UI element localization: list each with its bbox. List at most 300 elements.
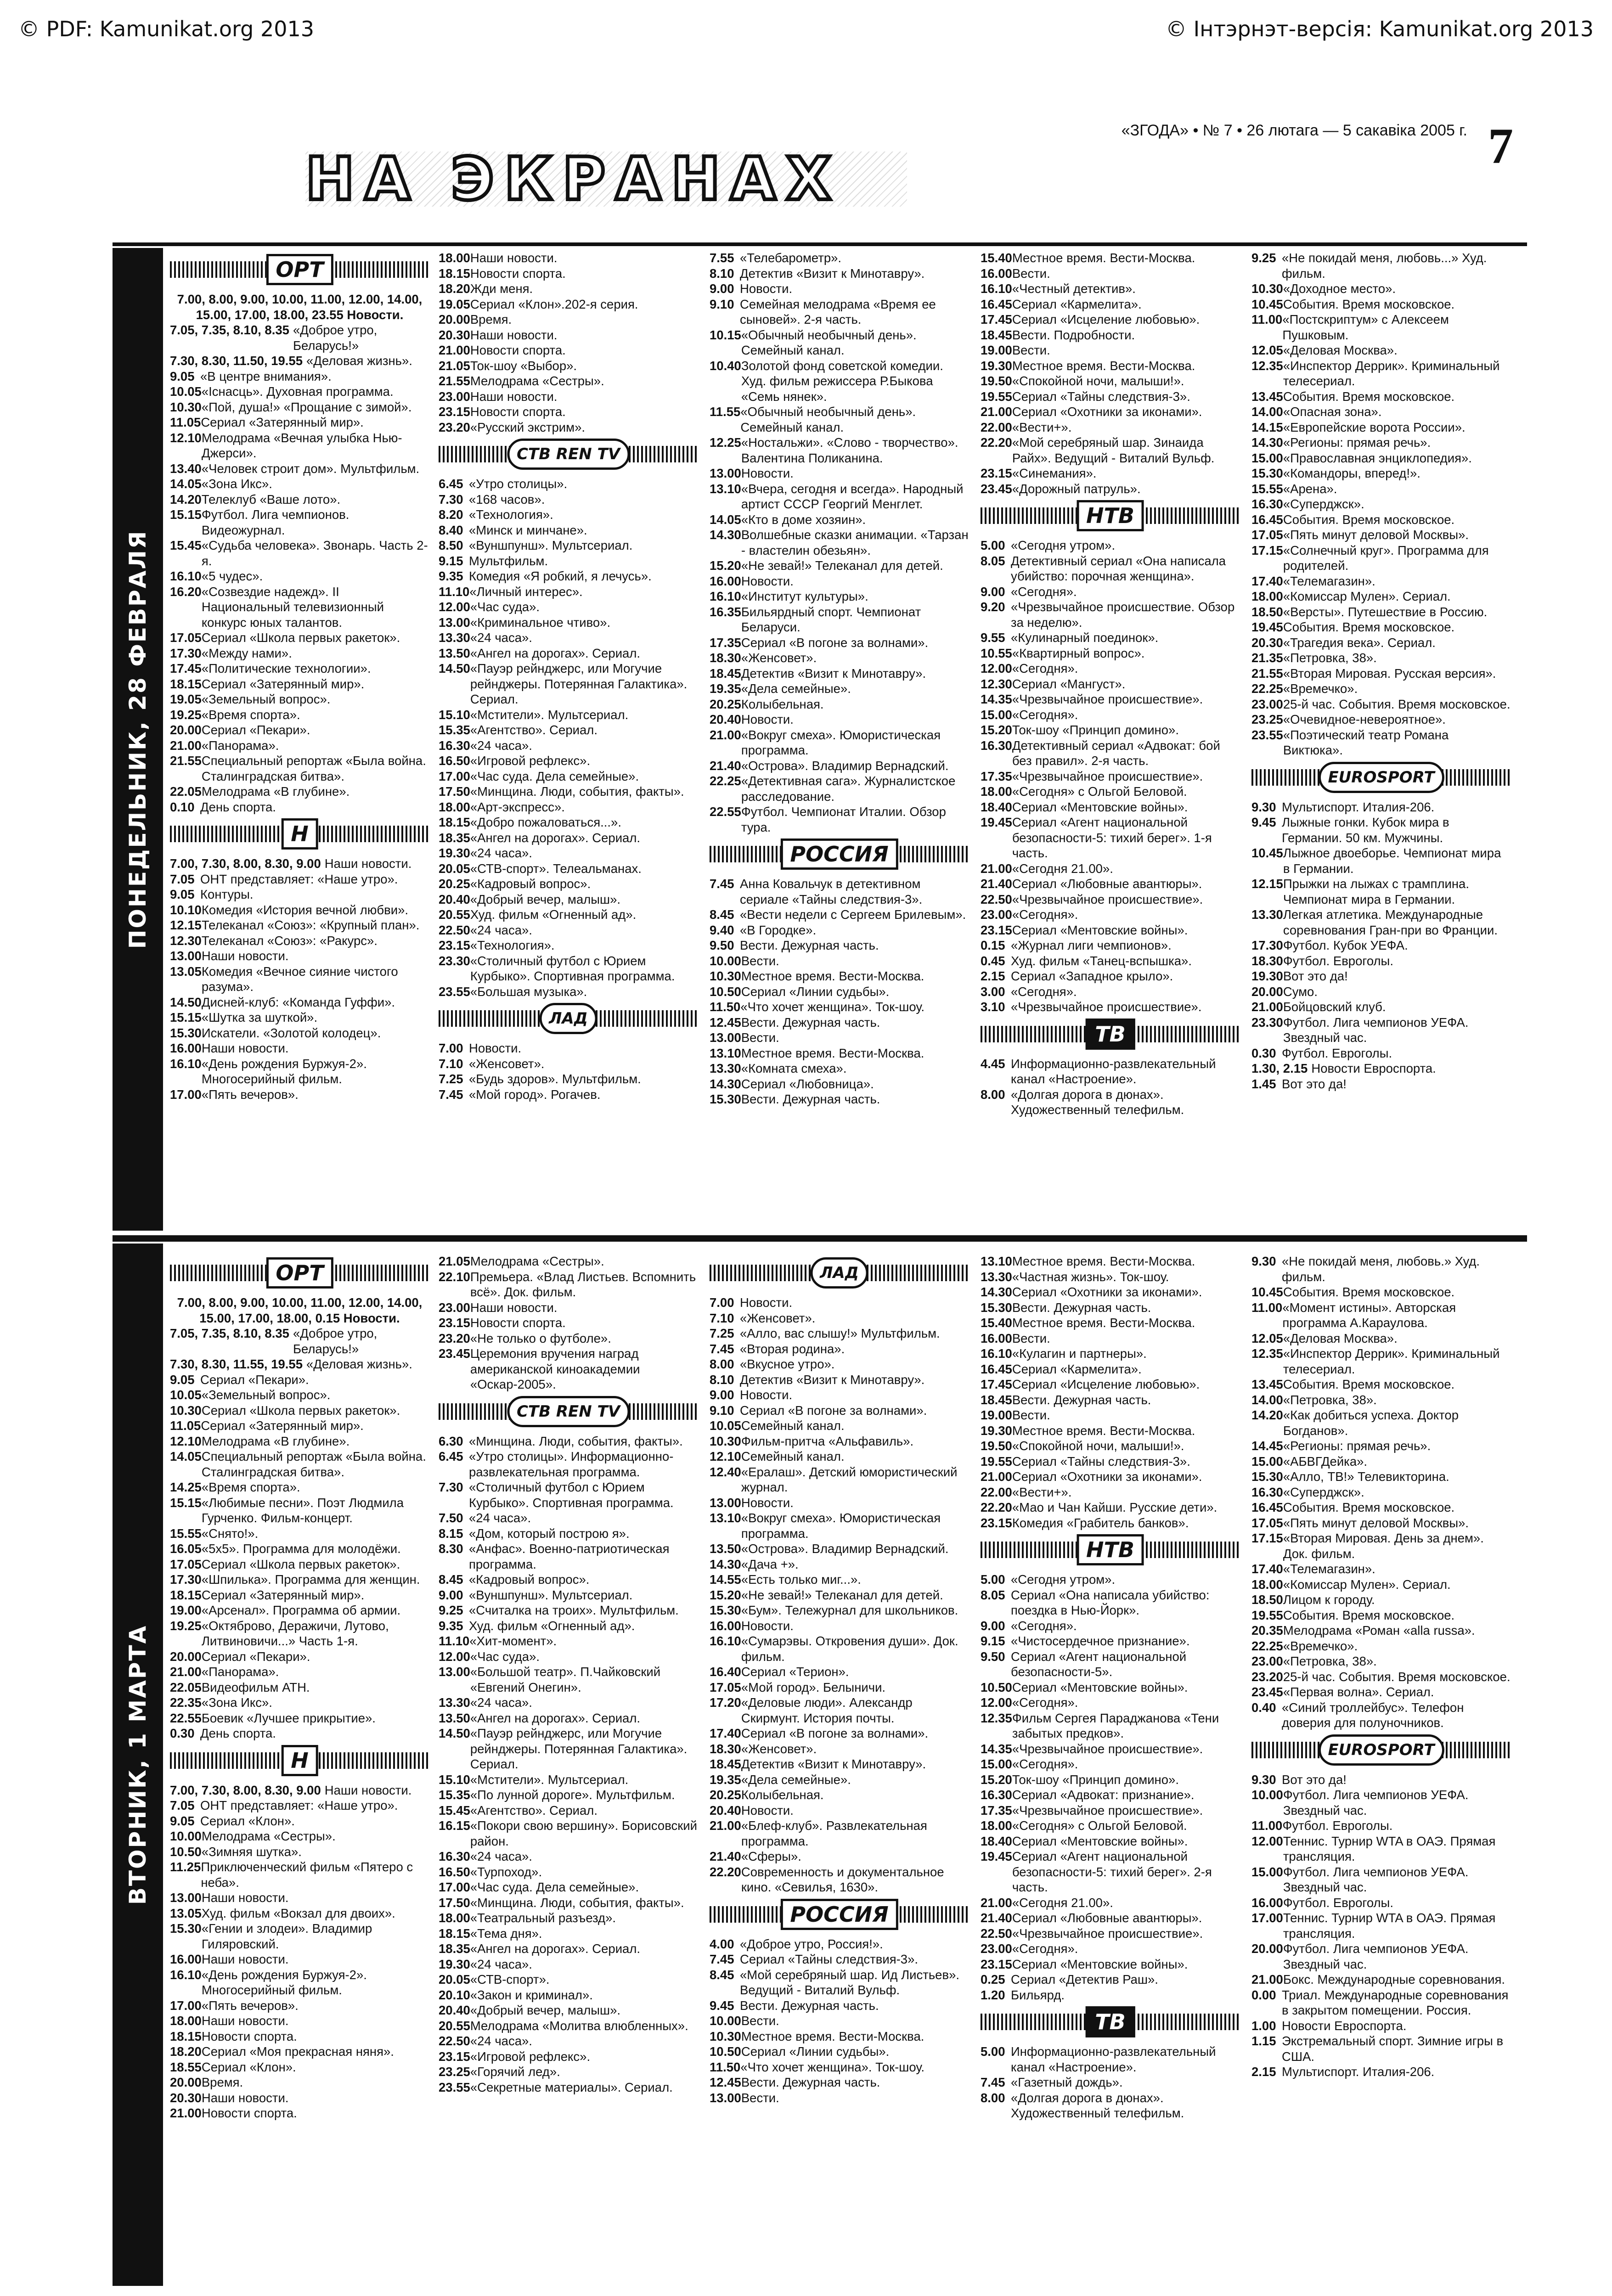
program-title: Вести. Дежурная часть. [741,2075,880,2089]
program-title: Сериал «Клон». [200,1813,295,1828]
program-listing [1251,1284,1511,1300]
program-time: 8.45 [710,1967,734,1982]
program-time: 16.45 [981,297,1012,311]
program-listing [981,1787,1240,1803]
program-listing [170,964,429,995]
program-title: Новости. [740,281,793,296]
program-time: 19.00 [981,343,1012,357]
program-time: 23.30 [439,953,470,968]
program-time: 13.00 [710,466,741,480]
program-title: Мелодрама «В глубине». [201,1434,350,1448]
program-time: 14.30 [710,1076,741,1091]
channel-logo-text: Н [281,1745,318,1776]
program-listing [170,1967,429,1998]
program-time: 19.35 [710,1772,741,1787]
program-time: 14.30 [710,528,741,542]
program-time: 16.30 [1251,497,1283,511]
program-title: Наши новости. [201,2090,289,2105]
program-listing [170,1726,429,1741]
program-time: 13.45 [1251,1377,1283,1391]
program-time: 1.15 [1251,2034,1276,2048]
program-listing [1251,845,1511,876]
program-listing [710,1387,969,1403]
program-listing [710,804,969,835]
program-listing [1251,953,1511,969]
program-time: 11.05 [170,415,201,429]
program-listing [439,876,698,892]
program-time: 19.45 [981,1849,1012,1863]
program-listing [981,1331,1240,1346]
program-time: 9.20 [981,600,1005,614]
program-title: «Версты». Путешествие в Россию. [1283,604,1488,619]
program-title: Телеклуб «Ваше лото». [201,492,341,506]
program-title: Лыжное двоеборье. Чемпионат мира в Германии. [1283,846,1501,876]
day-label-text: ВТОРНИК, 1 МАРТА [124,1624,151,1905]
program-title: Сериал «Клон». [201,2060,296,2074]
program-title: «Доброе утро, Россия!». [740,1936,883,1951]
program-title: «Минщина. Люди, события, факты». [469,1434,683,1448]
program-time: 10.30 [170,1403,202,1418]
program-listing [170,369,429,384]
program-title: Футбол. Лига чемпионов УЕФА. Звездный час. [1283,1864,1469,1894]
program-listing [981,435,1240,466]
program-time: 21.55 [170,754,202,768]
program-title: «Спокойной ночи, малыши!». [1012,1439,1184,1453]
program-title: Сериал «Тайны следствия-3». [1012,1454,1190,1469]
program-title: «День рождения Буржуя-2». Многосерийный фильм. [201,1056,367,1086]
program-listing [1251,1061,1511,1076]
section-title: НА ЭКРАНАХ [305,152,907,207]
program-title: Детективный сериал «Адвокат: бой без правил». 2-я часть. [1012,738,1220,768]
program-time: 11.50 [710,2060,741,2074]
program-listing [710,1680,969,1695]
program-time: 1.20 [981,1987,1005,2002]
program-listing [1251,1818,1511,1834]
program-listing [710,2044,969,2060]
program-time: 18.00 [981,1818,1012,1833]
program-listing [1251,1972,1511,1987]
program-listing [1251,681,1511,697]
program-title: Бильярдный спорт. Чемпионат Беларуси. [741,604,921,634]
program-title: События. Время московское. [1283,1500,1455,1514]
page-number: 7 [1488,118,1513,174]
program-time: 10.45 [1251,1285,1283,1299]
program-listing [710,1952,969,1967]
program-title: «Час суда». [470,600,540,614]
program-time: 23.45 [439,1346,470,1361]
program-listing [439,420,698,435]
program-title: Сериал «Затерянный мир». [201,676,365,691]
program-time: 19.25 [170,1618,202,1633]
program-title: Лицом к городу. [1283,1593,1375,1607]
program-time: 9.10 [710,297,734,311]
schedule-column [439,250,698,1102]
program-time: 7.50 [439,1511,463,1525]
program-listing [170,1526,429,1542]
program-time: 12.30 [170,933,202,948]
program-title: Новости спорта. [201,2106,297,2120]
program-listing [710,1572,969,1587]
program-title: «В Городке». [740,923,817,937]
channel-logo-text: ЛАД [810,1257,868,1289]
program-title: Мелодрама «Молитва влюбленных». [470,2018,688,2033]
program-time: 20.05 [439,861,470,876]
program-time: 4.45 [981,1056,1005,1071]
program-listing [439,553,698,569]
program-listing [710,1510,969,1541]
program-time: 17.45 [170,661,202,675]
program-listing [981,1392,1240,1408]
program-time: 17.30 [1251,938,1283,952]
program-time: 17.20 [710,1695,741,1710]
program-title: «Мой серебряный шар. Ид Листьев». Ведущий - Виталий Вульф. [740,1967,960,1997]
program-time: 9.05 [170,369,195,383]
program-listing [1251,1485,1511,1500]
program-time: 10.30 [710,1434,741,1448]
program-time: 16.10 [170,1967,202,1982]
program-title: Наши новости. [201,1952,289,1966]
program-title: «Криминальное чтиво». [470,615,611,630]
program-title: «Петровка, 38». [1283,651,1377,665]
program-time: 22.35 [170,1695,202,1710]
program-time: 20.40 [710,1803,741,1818]
program-time: 14.05 [710,512,741,527]
program-title: «Чистосердечное признание». [1011,1634,1190,1648]
program-time: 12.10 [710,1449,741,1463]
program-time: 3.00 [981,984,1005,999]
program-time: 20.00 [439,312,470,326]
program-title: «Время спорта». [201,1480,300,1494]
program-time: 23.45 [1251,1685,1283,1699]
program-listing [439,830,698,846]
program-listing [710,1741,969,1757]
program-title: «Минщина. Люди, события, факты». [470,1895,684,1910]
program-title: Сериал «Ментовские войны». [1012,799,1188,814]
program-listing [170,2029,429,2044]
program-title: «Женсовет». [740,1311,816,1325]
program-title: «Командоры, вперед!». [1283,466,1420,480]
program-time: 17.40 [1251,574,1283,588]
program-time: 14.35 [981,692,1012,706]
program-time: 18.50 [1251,1593,1283,1607]
program-title: Местное время. Вести-Москва. [741,969,924,983]
program-title: «Ангел на дорогах». Сериал. [470,646,641,660]
program-time: 16.00 [170,1041,202,1055]
program-title: «Созвездие надежд». II Национальный телевизионный конкурс юных талантов. [201,584,384,630]
program-listing [170,1587,429,1603]
program-listing [981,953,1240,969]
program-time: 7.10 [439,1056,463,1071]
program-title: «Деловая жизнь». [306,1357,412,1371]
program-time: 18.40 [981,1834,1012,1848]
program-listing [710,1295,969,1311]
program-time: 7.30 [439,1480,463,1494]
program-time: 18.15 [439,266,470,281]
schedule-column [710,1254,969,2105]
program-listing [710,1998,969,2014]
program-listing [439,327,698,343]
program-listing [170,1844,429,1860]
program-title: «Регионы: прямая речь». [1283,435,1431,450]
program-time: 16.30 [981,1788,1012,1802]
program-listing [710,758,969,774]
program-title: Сериал «Исцеление любовью». [1012,312,1200,326]
program-title: «Сегодня». [1012,661,1078,675]
program-listing [439,476,698,492]
program-title: Местное время. Вести-Москва. [741,1046,924,1060]
program-listing [439,507,698,523]
program-time: 16.00 [981,266,1012,281]
program-listing [439,1941,698,1957]
program-title: «Острова». Владимир Вернадский. [741,758,949,773]
program-title: Сериал «Кармелита». [1012,1362,1142,1376]
program-listing [439,938,698,953]
program-listing [981,1695,1240,1711]
program-time: 15.20 [710,558,741,573]
program-time: 20.10 [439,1987,470,2002]
program-listing [710,2013,969,2029]
program-listing [439,769,698,784]
program-listing [439,1649,698,1665]
program-time: 16.00 [1251,1895,1283,1910]
program-listing [439,2080,698,2095]
program-listing [170,707,429,723]
program-title: «Анфас». Военно-патриотическая программа. [469,1542,670,1571]
program-listing [1251,799,1511,815]
program-listing [439,738,698,754]
program-title: «Острова». Владимир Вернадский. [741,1542,949,1556]
program-title: Искатели. «Золотой колодец». [201,1025,381,1040]
program-listing [710,1464,969,1495]
program-listing [710,923,969,938]
program-listing [710,266,969,281]
program-time: 17.45 [981,1377,1012,1391]
program-listing [170,353,429,369]
program-time: 13.30 [981,1269,1012,1284]
program-time: 11.05 [170,1418,201,1433]
program-listing [710,1311,969,1326]
program-listing [710,1726,969,1741]
program-title: Комедия «История вечной любви». [201,902,409,917]
program-time: 21.00 [170,2106,202,2120]
program-title: Теннис. Турнир WTA в ОАЭ. Прямая трансляция. [1283,1834,1496,1863]
program-time: 8.00 [710,1357,734,1371]
program-time: 15.10 [439,1772,470,1787]
program-title: Новости. [741,712,794,726]
program-title: «Минск и минчане». [469,523,587,537]
program-listing [1251,404,1511,420]
program-title: «Снято!». [201,1526,259,1541]
program-listing [981,1269,1240,1285]
program-time: 15.30 [170,1921,202,1936]
program-title: «Вокруг смеха». Юмористическая программа. [741,1511,941,1541]
program-time: 13.10 [710,1511,741,1525]
program-time: 22.25 [710,774,741,788]
program-title: Сериал «Затерянный мир». [201,1418,364,1433]
program-listing [1251,527,1511,543]
program-listing [1251,1438,1511,1454]
channel-logo [170,818,429,850]
program-listing [710,1803,969,1818]
program-time: 12.35 [1251,1346,1283,1361]
program-title: Новости Евроспорта. [1311,1061,1436,1075]
program-listing [170,2090,429,2106]
program-title: Наши новости. [201,2014,289,2028]
program-time: 15.00 [1251,1454,1283,1469]
program-time: 22.00 [981,420,1012,434]
program-time: 13.00 [710,2090,741,2105]
program-title: «5х5». Программа для молодёжи. [201,1542,401,1556]
program-time: 7.25 [710,1326,734,1340]
program-title: Новости спорта. [470,266,566,281]
channel-logo [981,1534,1240,1566]
program-time: 16.00 [710,574,741,588]
program-time: 12.00 [1251,1834,1283,1848]
program-time: 12.45 [710,2075,741,2089]
program-listing [1251,1834,1511,1864]
program-title: «Сегодня». [1011,1618,1077,1633]
program-listing [1251,1046,1511,1061]
program-listing [981,1469,1240,1485]
program-time: 18.15 [439,1926,470,1941]
program-listing [981,1423,1240,1439]
channel-logo [1251,762,1511,794]
program-listing [981,938,1240,953]
program-title: Бильярд. [1011,1987,1065,2002]
program-time: 16.30 [981,738,1012,753]
program-title: Бойцовский клуб. [1283,1000,1386,1014]
program-time: 9.50 [710,938,734,952]
program-listing [1251,1623,1511,1638]
program-listing [170,568,429,584]
program-listing [710,1015,969,1030]
program-listing [710,1372,969,1388]
program-listing [1251,1407,1511,1438]
program-time: 18.30 [710,1741,741,1756]
program-listing [439,892,698,907]
program-listing [981,1056,1240,1087]
program-time: 19.30 [439,846,470,860]
program-listing [1251,604,1511,620]
program-listing [981,1087,1240,1118]
program-listing [710,712,969,727]
program-listing [1251,1669,1511,1685]
program-listing [981,420,1240,435]
program-listing [981,1572,1240,1587]
program-title: «Большая музыка». [470,984,587,999]
program-time: 15.40 [981,1316,1012,1330]
program-listing [710,968,969,984]
program-time: 9.00 [710,281,734,296]
program-title: Сериал «Тайны следствия-3». [740,1952,919,1966]
program-time: 18.15 [170,676,202,691]
channel-logo [710,838,969,871]
program-title: Сериал «Охотники за иконами». [1012,405,1202,419]
program-title: «Большой театр». П.Чайковский «Евгений Онегин». [470,1665,661,1694]
program-title: Сериал «Затерянный мир». [201,1587,365,1602]
program-title: Ток-шоу «Принцип домино». [1012,1772,1179,1787]
program-title: Сериал «Линии судьбы». [741,2044,890,2059]
program-time: 7.30, 8.30, 11.50, 19.55 [170,354,303,368]
program-title: «Сегодня». [1012,1757,1078,1771]
program-title: «Утро столицы». Информационно-развлекательная программа. [469,1449,674,1479]
program-time: 16.05 [170,1542,202,1556]
program-time: 19.50 [981,1439,1012,1453]
program-listing [1251,1531,1511,1561]
program-time: 13.50 [439,1711,470,1725]
program-title: «Минщина. Люди, события, факты». [470,784,684,799]
program-listing [439,646,698,661]
program-time: 21.40 [710,758,741,773]
program-listing [981,1515,1240,1531]
program-listing [1251,343,1511,358]
program-time: 10.10 [170,902,202,917]
program-time: 7.00, 7.30, 8.00, 8.30, 9.00 [170,856,321,871]
program-time: 13.10 [981,1254,1012,1268]
channel-logo-text: РОССИЯ [780,838,898,870]
channel-logo [170,1257,429,1289]
program-title: «Как добиться успеха. Доктор Богданов». [1283,1408,1459,1438]
program-listing [710,1341,969,1357]
program-title: События. Время московское. [1283,297,1455,311]
program-listing [170,1783,429,1798]
program-listing [170,887,429,902]
program-time: 19.35 [710,681,741,696]
program-time: 23.15 [981,1515,1012,1530]
program-time: 23.15 [439,2049,470,2064]
program-listing [981,389,1240,405]
program-title: Наши новости. [324,1783,412,1797]
program-listing [1251,512,1511,528]
program-listing [439,1587,698,1603]
program-time: 15.00 [1251,450,1283,465]
program-time: 0.30 [170,1726,195,1740]
program-title: «Сегодня». [1012,907,1078,922]
program-title: «Земельный вопрос». [201,692,331,706]
program-title: Сериал «Кармелита». [1012,297,1142,311]
program-time: 19.05 [170,692,202,706]
program-listing [710,727,969,758]
program-time: 17.50 [439,1895,470,1910]
program-title: «Столичный футбол с Юрием Курбыко». Спортивная программа. [469,1480,674,1510]
program-time: 9.15 [439,553,463,568]
program-time: 22.50 [981,1926,1012,1941]
program-time: 21.40 [981,1911,1012,1925]
program-time: 18.35 [439,1941,470,1956]
program-listing [1251,1515,1511,1531]
program-time: 17.00 [439,769,470,783]
program-listing [981,722,1240,738]
program-listing [981,799,1240,815]
program-listing [710,938,969,953]
program-listing [981,466,1240,481]
program-title: «Пять вечеров». [201,1087,299,1102]
program-title: Сериал «Затерянный мир». [201,415,364,429]
program-listing [170,872,429,887]
program-listing [981,861,1240,877]
program-time: 19.30 [439,1957,470,1971]
program-time: 22.20 [710,1864,741,1879]
program-time: 9.25 [1251,251,1276,265]
program-listing [439,1434,698,1449]
program-title: «Не только о футболе». [470,1331,611,1345]
program-time: 19.30 [981,1423,1012,1438]
program-listing [1251,1346,1511,1377]
program-title: Наши новости. [201,949,289,963]
program-time: 20.05 [439,1972,470,1986]
program-time: 16.10 [981,281,1012,296]
program-title: Футбол. Евроголы. [1282,1046,1392,1060]
